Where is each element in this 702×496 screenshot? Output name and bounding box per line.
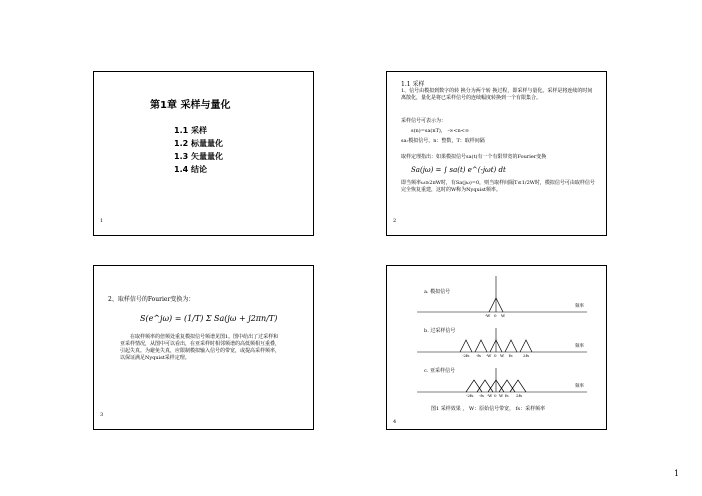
paragraph: 1、信号由模拟到数字的转 换分为两个转 换过程，即采样与量化。采样是将连续的时间离散化，量化是将已采样信号的连续幅度转换到一个有限集合。 [401, 88, 593, 101]
chapter-title: 第1章 采样与量化 [150, 100, 231, 111]
slide-2 [386, 71, 607, 236]
tick-label: 2fs [523, 353, 530, 358]
page-number: 1 [674, 469, 680, 478]
tick-label: W [500, 353, 505, 358]
tick-label: -W [487, 393, 493, 398]
tick-label: 2fs [516, 393, 523, 398]
panel-label: b. 过采样信号 [424, 328, 456, 334]
spectrum-triangle [466, 380, 482, 392]
tick-label: -fs [476, 353, 481, 358]
tick-label: -W [486, 353, 492, 358]
slide-number: 1 [100, 218, 104, 224]
spectrum-triangle [499, 380, 515, 392]
section-heading: 1.1 采样 [401, 81, 425, 88]
table-of-contents [174, 124, 223, 176]
paragraph: 取样定理指出：如果模拟信号sa(t)有一个有限带宽的Fourier变换 [401, 154, 547, 160]
toc-item: 1.3 矢量量化 [174, 152, 223, 161]
tick-label: 0 [494, 313, 497, 318]
slide-1 [93, 71, 314, 236]
spectrum-triangle [475, 340, 487, 352]
spectrum-triangle [505, 340, 517, 352]
tick-label: fs [509, 353, 513, 358]
slide-3 [93, 265, 314, 430]
formula-fourier: Sa(jω) = ∫ sa(t) e^(-jωt) dt [411, 166, 506, 174]
spectrum-triangle [520, 340, 532, 352]
tick-label: -fs [479, 393, 484, 398]
panel-label: a. 模拟信号 [424, 289, 451, 295]
figure-caption: 图1 采样效果 ， W：原始信号带宽， fs：采样频率 [431, 406, 546, 412]
slide-number: 2 [393, 218, 397, 224]
paragraph: 采样信号可表示为： [401, 118, 447, 124]
panel-label: c. 亚采样信号 [424, 368, 455, 374]
paragraph: 在取样频率的倍频处重复模拟信号频谱见图1。图中给出了过采样和亚采样情况，从图中可以看出，在亚采样时相邻频谱的高低频相互重叠，引起失真。为避免失真，应限制模拟输入信号的带宽，或提高采样频率，以保证满足Nyquist采样定理。 [120, 334, 281, 361]
paragraph: sa:模拟信号，n：整数，T：取样间隔 [401, 138, 485, 144]
slide-number: 3 [100, 412, 104, 418]
axis-label: 频率 [575, 304, 584, 309]
tick-label: -2fs [462, 353, 470, 358]
spectrum-triangle [510, 380, 526, 392]
tick-label: -W [485, 313, 491, 318]
toc-item: 1.4 结论 [174, 165, 207, 174]
tick-label: 0 [494, 353, 497, 358]
axis-label: 频率 [575, 384, 584, 389]
tick-label: fs [505, 393, 509, 398]
toc-item: 1.1 采样 [174, 126, 207, 135]
slide-number: 4 [393, 419, 397, 425]
tick-label: 0 [494, 393, 497, 398]
toc-item: 1.2 标量量化 [174, 139, 223, 148]
axis-label: 频率 [575, 344, 584, 349]
formula-sampling: s(n)=sa(nT)， -∞<n<∞ [411, 128, 470, 134]
sampling-figure [387, 266, 606, 429]
paragraph: 2、取样信号的Fourier变换为： [108, 296, 195, 303]
slide-4 [386, 265, 607, 430]
formula-dtft: S(e^jω) = (1/T) Σ Sa(jω + j2πn/T) [140, 314, 278, 323]
tick-label: W [499, 393, 504, 398]
tick-label: -2fs [466, 393, 474, 398]
spectrum-triangle [477, 380, 493, 392]
tick-label: W [501, 313, 506, 318]
spectrum-triangle [460, 340, 472, 352]
paragraph: 即当频率ω≥2πW时，有Sa(jω)=0，则当取样间隔T≤1/2W时，模拟信号可由取样信号完全恢复重建，这时的W称为Nyquist频率。 [401, 180, 595, 193]
